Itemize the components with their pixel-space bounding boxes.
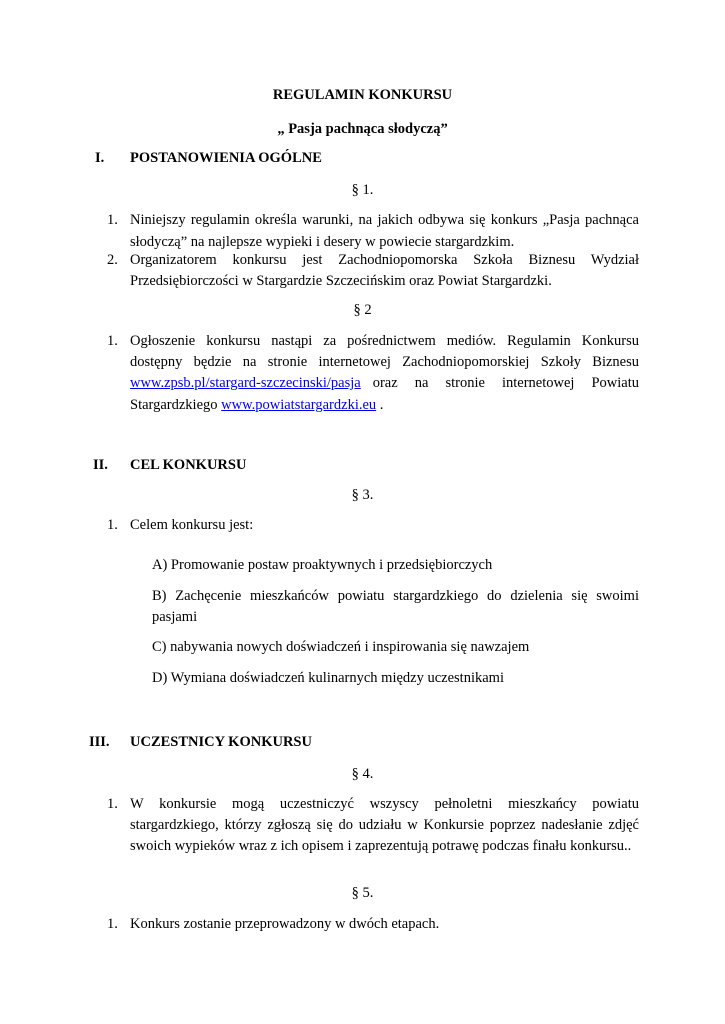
paragraph-mark: § 2: [353, 302, 372, 318]
contest-name: „ Pasja pachnąca słodyczą”: [277, 121, 448, 137]
list-item-text: słodyczą” na najlepsze wypieki i desery w powiecie stargardzkim.: [130, 234, 515, 250]
list-item-text: Konkurs zostanie przeprowadzony w dwóch etapach.: [130, 916, 440, 932]
list-number: 1.: [107, 333, 118, 349]
list-item-text: Przedsiębiorczości w Stargardzie Szczecińskim oraz Powiat Stargardzki.: [130, 273, 552, 289]
paragraph-mark: § 1.: [351, 182, 374, 198]
document-title: REGULAMIN KONKURSU: [272, 87, 453, 103]
list-number: 2.: [107, 252, 118, 268]
list-item-text: Organizatorem konkursu jest Zachodniopomorska Szkoła Biznesu Wydział: [130, 252, 639, 268]
list-number: 1.: [107, 517, 118, 533]
list-item-text: Celem konkursu jest:: [130, 517, 254, 533]
list-number: 1.: [107, 796, 118, 812]
list-item-text: stargardzkiego, którzy zgłoszą się do udziału w Konkursie poprzez nadesłanie zdjęć: [130, 817, 639, 833]
list-item-text: dostępny będzie na stronie internetowej Zachodniopomorskiej Szkoły Biznesu: [130, 354, 639, 370]
list-item-text: .: [379, 397, 384, 413]
list-item-text: oraz na stronie internetowej Powiatu: [372, 375, 639, 391]
goal-item: pasjami: [152, 609, 198, 625]
list-item-text: Ogłoszenie konkursu nastąpi za pośrednictwem mediów. Regulamin Konkursu: [130, 333, 639, 349]
list-number: 1.: [107, 212, 118, 228]
section-heading: UCZESTNICY KONKURSU: [130, 734, 312, 750]
paragraph-mark: § 3.: [351, 487, 374, 503]
list-item-text: Stargardzkiego: [130, 397, 218, 413]
list-item-text-line: [130, 397, 639, 414]
paragraph-mark: § 4.: [351, 766, 374, 782]
section-heading: CEL KONKURSU: [130, 457, 247, 473]
goal-item: D) Wymiana doświadczeń kulinarnych między uczestnikami: [152, 670, 504, 686]
paragraph-mark: § 5.: [351, 885, 374, 901]
goal-item: C) nabywania nowych doświadczeń i inspirowania się nawzajem: [152, 639, 530, 655]
list-number: 1.: [107, 916, 118, 932]
zpsb-link[interactable]: www.zpsb.pl/stargard-szczecinski/pasja: [130, 375, 361, 391]
list-item-text: swoich wypieków wraz z ich opisem i zaprezentują potrawę podczas finału konkursu..: [130, 838, 632, 854]
list-item-text-line: [130, 375, 639, 392]
section-heading: POSTANOWIENIA OGÓLNE: [130, 150, 322, 166]
section-number: III.: [89, 734, 110, 750]
goal-item: A) Promowanie postaw proaktywnych i przedsiębiorczych: [152, 557, 493, 573]
section-number: II.: [93, 457, 108, 473]
list-item-text: Niniejszy regulamin określa warunki, na jakich odbywa się konkurs „Pasja pachnąca: [130, 212, 639, 228]
list-item-text: W konkursie mogą uczestniczyć wszyscy pełnoletni mieszkańcy powiatu: [130, 796, 639, 812]
goal-item: B) Zachęcenie mieszkańców powiatu stargardzkiego do dzielenia się swoimi: [152, 588, 639, 604]
powiat-link[interactable]: www.powiatstargardzki.eu: [221, 397, 377, 413]
section-number: I.: [95, 150, 105, 166]
